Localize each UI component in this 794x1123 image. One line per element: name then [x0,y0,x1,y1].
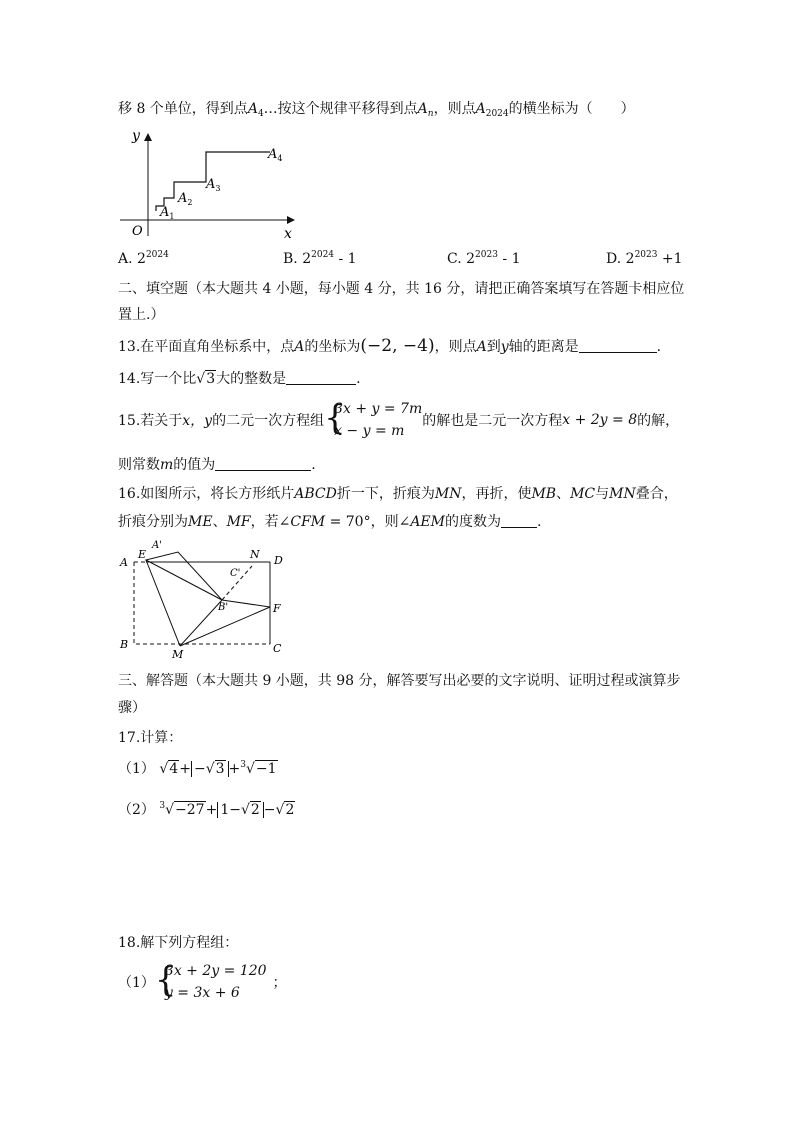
q16-text-g: ，若∠ [250,514,291,530]
q16-text-d: 与 [595,486,610,502]
q16-text-i: 的度数为 [444,514,501,530]
q18-eq1: 3x + 2y = 120 [164,963,267,979]
q16-line1 [118,483,678,503]
label-d: D [274,554,283,567]
q18-system [155,960,267,1004]
q15-end: . [311,457,316,473]
q15-eq3: x + 2y = 8 [562,412,638,428]
q15-mid: 的二元一次方程组 [212,413,325,429]
option-b-exp: 2024 [311,250,335,260]
option-c [447,250,521,267]
q12-intro-text-c: ，则点 [433,101,476,117]
q16-text-b: 折一下，折痕为 [336,486,435,502]
q14-answer-blank[interactable] [286,370,356,385]
option-d-exp: 2023 [634,250,658,260]
q13-point-a2: A [476,339,487,355]
q17-p2-minus: − [263,802,276,818]
q17-p2-cube-index: 3 [159,801,166,811]
q16-mn: MN [434,486,462,502]
y-axis-label: y [132,128,140,144]
label-f: F [273,602,281,615]
q15-system [324,398,422,442]
origin-label: O [132,224,143,239]
q18-end: ； [272,975,287,991]
q15-line2-prefix: 则常数 [118,457,160,473]
q16-folding-figure [112,534,292,662]
q16-text-e: 叠合， [635,486,678,502]
q14-sqrt: √3 [196,371,216,387]
q16-end: . [536,514,542,530]
q17-p1-sqrt4: √4 [159,761,179,777]
q17-part2: （2） $^3$√−27+ 1−√2 −√2 [118,801,295,818]
option-a [118,250,169,267]
q15-mid2: 的解也是二元一次方程 [422,413,563,429]
q17-p2-radicand2: 2 [250,802,260,818]
option-d-label: D. [606,251,622,267]
q16-cfm: CFM [290,514,326,530]
option-b-base: 2 [302,251,312,267]
q14 [118,368,361,388]
q13-mid3: 到 [486,339,501,355]
point-an: A [417,101,428,117]
q17-p1-radicand1: 4 [169,761,179,777]
q15-brace: { [324,398,346,438]
q17-p1-radicand2: 3 [215,761,225,777]
q15-line2 [118,454,316,474]
q16-sep2: 、 [212,514,227,530]
q17-p2-radicand1: −27 [175,802,205,818]
label-a2: $A_2$ [178,191,193,207]
q17-p1-label: （1） [118,761,155,777]
q17-p1-plus2: + [228,761,241,777]
fold-line-bf [222,600,270,607]
section2-header-line1: 二、填空题（本大题共 4 小题，每小题 4 分，共 16 分，请把正确答案填写在答题卡相应位 [118,281,685,297]
x-axis-label: x [284,226,292,242]
label-b: B [120,638,129,651]
q12-intro-text-b: …按这个规律平移得到点 [263,101,418,117]
option-b [283,250,357,267]
q17-p2-abs-a: 1− [220,802,241,818]
q16-aem: AEM [410,514,445,530]
q14-radicand: 3 [206,371,216,387]
label-e: E [138,548,147,561]
q15-eq2: x − y = m [334,423,405,439]
q16-text-c: ，再折，使 [461,486,532,502]
q16-mf: MF [226,514,251,530]
q18-title: 18.解下列方程组： [118,935,239,951]
q16-line2 [118,511,541,531]
q16-sep: 、 [556,486,571,502]
label-c: C [273,642,282,655]
q14-end: . [356,371,361,387]
q17-p1-neg: − [193,761,206,777]
point-a2024: A [475,101,486,117]
point-a2024-sub: 2024 [485,109,509,119]
label-m: M [172,648,184,661]
q17-p2-label: （2） [118,802,155,818]
option-b-label: B. [283,251,298,267]
q18-eq2: y = 3x + 6 [164,985,240,1001]
option-d-base: 2 [625,251,635,267]
q13-y: y [500,339,509,355]
section3-header-line2: 骤） [118,700,146,716]
section3-header-line1: 三、解答题（本大题共 9 小题，共 98 分，解答要写出必要的文字说明、证明过程或演算步 [118,673,681,689]
section2-header-line2: 置上.） [118,307,165,323]
q12-intro-text-a: 移 8 个单位，得到点 [118,101,248,117]
q16-me: ME [188,514,213,530]
q15-answer-blank[interactable] [215,456,311,471]
option-a-label: A. [118,251,133,267]
q13-point-a: A [294,339,305,355]
q13 [118,336,661,356]
q16-text-f: 折痕分别为 [118,514,188,530]
label-b-prime: B' [218,602,229,613]
q17-p1-cube-index: 3 [240,760,246,770]
q13-coordinate: (−2, −4) [360,336,435,356]
option-c-base: 2 [466,251,476,267]
q15-m: m [160,457,174,473]
q16-mb: MB [531,486,557,502]
q18-brace: { [154,960,177,1000]
fold-line-mb [180,600,222,646]
q15-suffix: 的解， [637,413,680,429]
q16-answer-blank[interactable] [501,513,537,528]
q17-p2-plus: + [205,802,218,818]
label-a-prime: A' [152,540,162,551]
q16-text-a: 16.如图所示，将长方形纸片 [118,486,295,502]
q16-text-h: = 70°，则∠ [325,514,411,530]
q17-p1-radicand3: −1 [255,761,277,777]
option-c-tail: - 1 [497,251,521,267]
q14-suffix: 大的整数是 [216,371,287,387]
q12-intro-text-d: 的横坐标为（ ） [508,101,635,117]
label-c-prime: C' [230,568,241,579]
label-a: A [120,556,128,569]
point-a4-sub: 4 [257,109,264,119]
option-c-exp: 2023 [475,250,498,260]
label-a3: $A_3$ [206,177,221,193]
folded-triangle-top [146,552,222,600]
q15-eq1: 3x + y = 7m [334,401,423,417]
q15-prefix: 15.若关于 [118,413,183,429]
fold-line-me [146,560,180,646]
option-c-label: C. [447,251,462,267]
q12-intro [118,98,635,119]
q13-prefix: 13.在平面直角坐标系中，点 [118,339,295,355]
q17-p2-abs: 1−√2 [217,802,263,818]
point-an-sub: n [427,109,434,119]
q17-part1: （1） √4+ −√3 +$^3$√−1 [118,760,277,777]
q17-p2-radicand3: 2 [285,802,295,818]
q16-abcd: ABCD [294,486,337,502]
label-a4: $A_4$ [268,147,283,163]
option-b-tail: - 1 [334,251,357,267]
point-a4: A [247,101,258,117]
option-d [606,250,683,267]
option-a-exp: 2024 [145,250,169,260]
q13-suffix: 轴的距离是 [508,339,579,355]
label-n: N [250,548,260,561]
q15-vars: x，y [182,413,213,429]
q18-p1-label: （1） [118,975,155,991]
q16-mn2: MN [609,486,636,502]
q13-mid: 的坐标为 [304,339,361,355]
q13-end: . [656,339,662,355]
label-a1: $A_1$ [160,205,175,221]
q12-staircase-figure [112,124,312,244]
q17-p1-plus1: + [179,761,191,777]
q18-part1 [118,960,287,1004]
q13-answer-blank[interactable] [579,338,657,353]
option-a-base: 2 [137,251,146,267]
q15 [118,398,679,442]
q17-title: 17.计算： [118,730,183,746]
q15-line2-suffix: 的值为 [173,457,216,473]
rect-dashed-edges [134,562,270,644]
q13-mid2: ，则点 [434,339,477,355]
q14-prefix: 14.写一个比 [118,371,197,387]
q17-p1-abs: −√3 [191,761,229,777]
q16-mc: MC [570,486,596,502]
option-d-tail: +1 [657,251,683,267]
